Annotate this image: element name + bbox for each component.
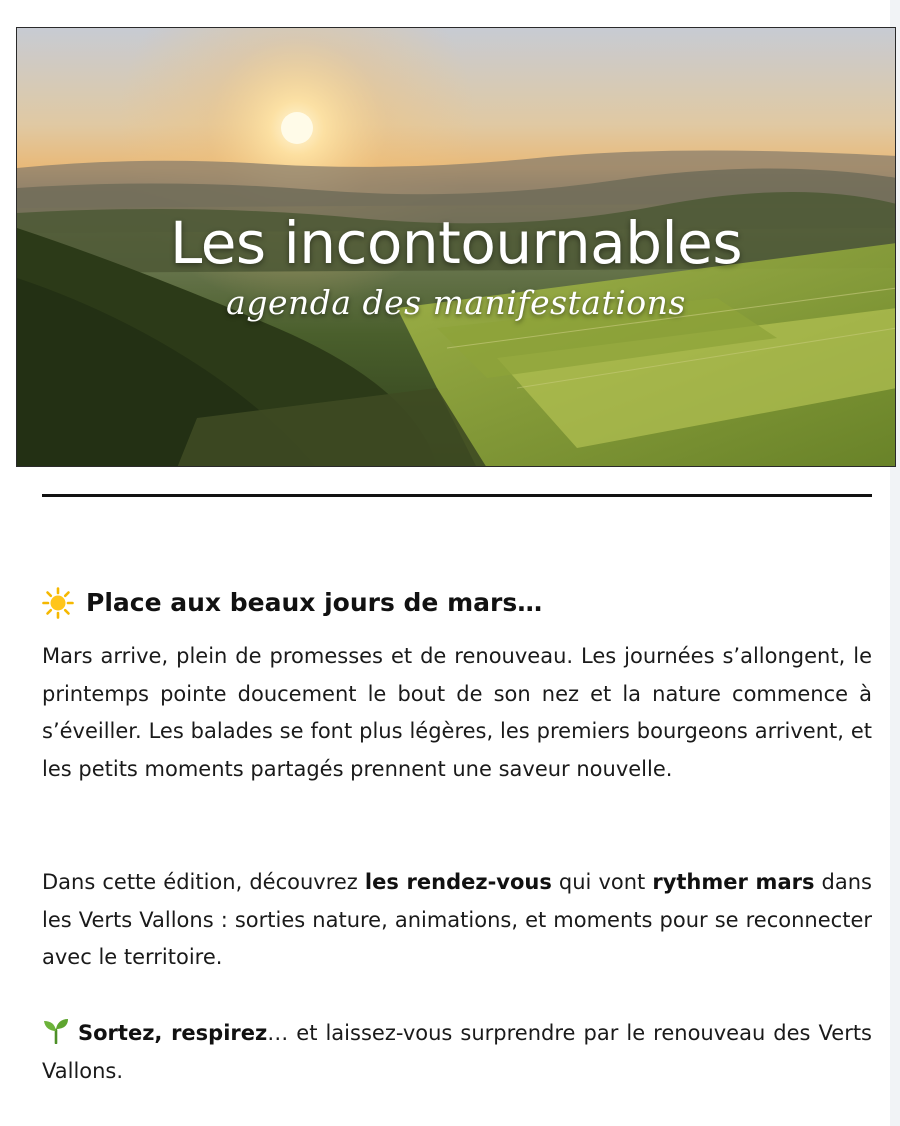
edition-highlight-2: rythmer mars [652,870,815,894]
sun-icon [42,587,74,619]
divider [42,494,872,497]
edition-text-1: Dans cette édition, découvrez [42,870,365,894]
section-heading-text: Place aux beaux jours de mars… [86,588,543,617]
sprout-icon [42,1018,70,1044]
intro-paragraph: Mars arrive, plein de promesses et de renouveau. Les journées s’allongent, le printemps pointe doucement le bout de son nez et la nature commence à s’éveiller. Les balades se font plus légères, les premiers bourgeons arrivent, et les petits moments partagés prennent une saveur nouvelle. [42,644,872,782]
closing-highlight: Sortez, respirez [78,1021,268,1045]
hero-banner [16,27,896,467]
sun-disc [281,112,313,144]
closing-text: … et laissez-vous surprendre par le renouveau des Verts Vallons. [42,1021,873,1083]
section-heading [42,585,872,621]
edition-text-3: dans les Verts Vallons : sorties nature, animations, et moments pour se reconnecter avec le territoire. [42,870,872,970]
edition-text-2: qui vont [551,870,653,894]
closing-paragraph [42,1015,872,1090]
edition-highlight-1: les rendez-vous [364,870,552,894]
hero-title: Les incontournables [169,209,743,277]
edition-paragraph [42,864,872,977]
hero-subtitle: agenda des manifestations [226,283,686,322]
